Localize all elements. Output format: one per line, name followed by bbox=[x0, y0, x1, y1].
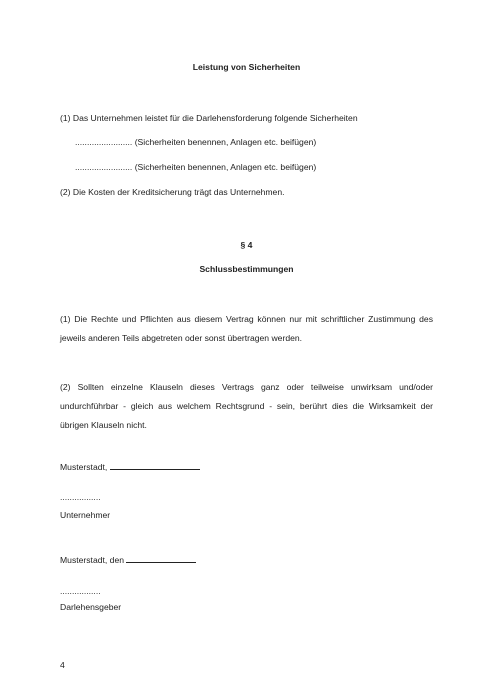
signature-2-role: Darlehensgeber bbox=[60, 602, 122, 612]
page-number: 4 bbox=[60, 660, 65, 670]
signature-1-role: Unternehmer bbox=[60, 510, 111, 520]
collateral-item-1: ........................ (Sicherheiten benennen, Anlagen etc. beifügen) bbox=[75, 137, 317, 147]
heading-schlussbestimmungen: Schlussbestimmungen bbox=[199, 264, 294, 274]
section4-paragraph-2: (2) Sollten einzelne Klauseln dieses Vertrags ganz oder teilweise unwirksam und/oder undurchführbar - gleich aus welchem Rechtsgrund - sein, berührt dies die Wirksamkeit der übrigen Klauseln nicht. bbox=[60, 382, 433, 430]
signature-2-dots: ................. bbox=[60, 586, 101, 596]
section4-paragraph-1: (1) Die Rechte und Pflichten aus diesem Vertrag können nur mit schriftlicher Zustimmung des jeweils anderen Teils abgetreten oder sonst übertragen werden. bbox=[60, 314, 433, 343]
signature-2-date-line bbox=[126, 553, 196, 563]
section-number: § 4 bbox=[240, 240, 253, 250]
signature-1-place-date bbox=[60, 460, 433, 474]
signature-1-place: Musterstadt, bbox=[60, 462, 108, 472]
paragraph-2: (2) Die Kosten der Kreditsicherung trägt das Unternehmen. bbox=[60, 187, 285, 197]
heading-leistung-von-sicherheiten: Leistung von Sicherheiten bbox=[192, 62, 301, 72]
signature-1-dots: ................. bbox=[60, 492, 101, 502]
paragraph-1: (1) Das Unternehmen leistet für die Darlehensforderung folgende Sicherheiten bbox=[60, 113, 358, 123]
signature-2-place-date bbox=[60, 553, 433, 567]
collateral-item-2: ........................ (Sicherheiten benennen, Anlagen etc. beifügen) bbox=[75, 162, 317, 172]
signature-1-date-line bbox=[110, 460, 200, 470]
signature-2-place: Musterstadt, den bbox=[60, 555, 125, 565]
